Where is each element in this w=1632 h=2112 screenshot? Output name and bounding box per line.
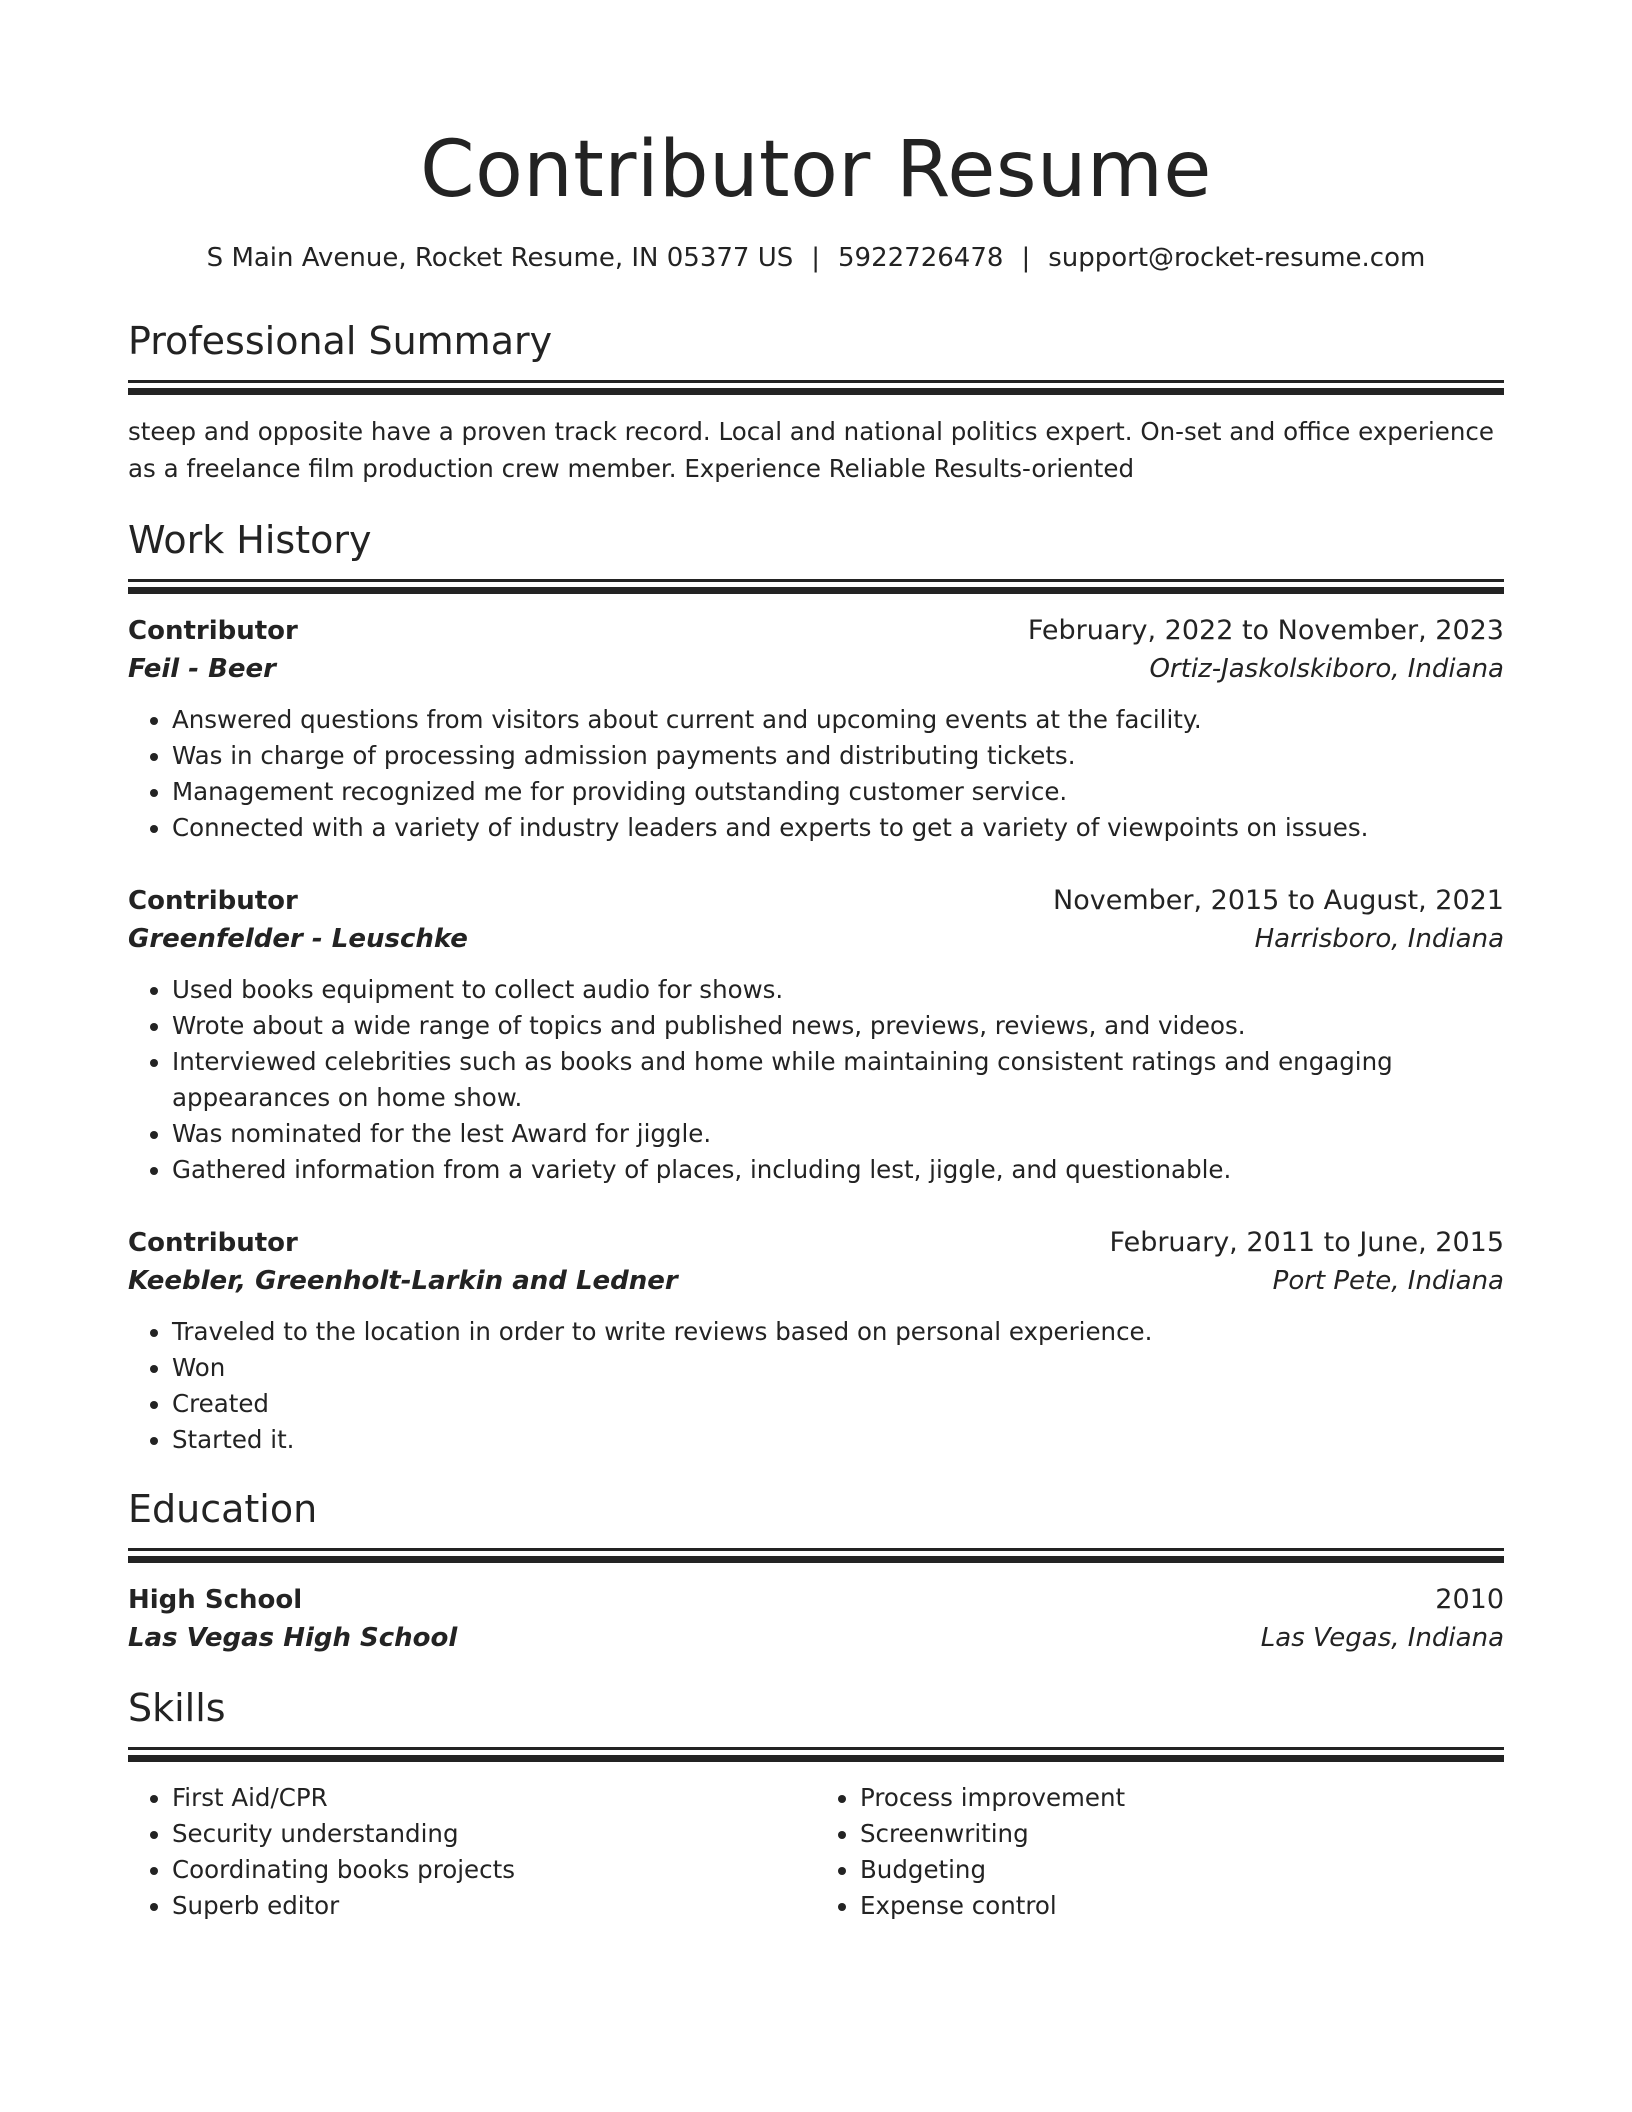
summary-title: Professional Summary (128, 319, 553, 363)
job-location: Ortiz-Jaskolskiboro, Indiana (1149, 654, 1504, 684)
contact-address: S Main Avenue, Rocket Resume, IN 05377 US (206, 243, 794, 273)
job-bullet: • Was nominated for the lest Award for jiggle. (172, 1116, 1504, 1152)
work-history-title: Work History (128, 518, 372, 562)
job-bullet: • Created (172, 1386, 1504, 1422)
section-rule-thick (128, 388, 1504, 395)
job-location: Port Pete, Indiana (1272, 1266, 1504, 1296)
job-bullets (128, 702, 1504, 846)
resume-name: Contributor Resume (420, 125, 1212, 215)
education-section (128, 1484, 1504, 1657)
work-history-section (128, 515, 1504, 1458)
job-bullet: • Management recognized me for providing outstanding customer service. (172, 774, 1504, 810)
job-bullets (128, 1314, 1504, 1458)
section-rule (128, 579, 1504, 582)
job-title: Contributor (128, 1228, 298, 1258)
skill-item: • Expense control (860, 1888, 1504, 1924)
job-bullet: • Was in charge of processing admission payments and distributing tickets. (172, 738, 1504, 774)
contact-separator: | (1021, 243, 1031, 273)
skills-columns (128, 1780, 1504, 1924)
skill-item: • Superb editor (172, 1888, 816, 1924)
skill-item: • Security understanding (172, 1816, 816, 1852)
job-dates: February, 2011 to June, 2015 (1109, 1227, 1504, 1258)
section-rule (128, 380, 1504, 383)
job-entry (128, 1224, 1504, 1458)
job-company: Greenfelder - Leuschke (128, 924, 468, 954)
job-bullet: • Connected with a variety of industry leaders and experts to get a variety of viewpoints on issues. (172, 810, 1504, 846)
job-bullet: • Won (172, 1350, 1504, 1386)
skills-left-column (128, 1780, 816, 1924)
section-rule-thick (128, 1556, 1504, 1563)
job-dates: November, 2015 to August, 2021 (1053, 885, 1504, 916)
skills-right-column (816, 1780, 1504, 1924)
job-bullet: • Wrote about a wide range of topics and published news, previews, reviews, and videos. (172, 1008, 1504, 1044)
skills-list (816, 1780, 1504, 1924)
education-degree: High School (128, 1585, 303, 1615)
skill-item: • Coordinating books projects (172, 1852, 816, 1888)
job-company: Feil - Beer (128, 654, 277, 684)
education-school: Las Vegas High School (128, 1623, 458, 1653)
education-title: Education (128, 1487, 318, 1531)
summary-text: steep and opposite have a proven track record. Local and national politics expert. On-set and office experience as a freelance film production crew member. Experience Reliable Results-oriented (128, 417, 1494, 483)
job-bullet: • Answered questions from visitors about current and upcoming events at the facility. (172, 702, 1504, 738)
job-entry (128, 612, 1504, 846)
job-location: Harrisboro, Indiana (1254, 924, 1504, 954)
job-company: Keebler, Greenholt-Larkin and Ledner (128, 1266, 678, 1296)
contact-separator: | (811, 243, 821, 273)
education-location: Las Vegas, Indiana (1260, 1623, 1504, 1653)
job-bullet: • Gathered information from a variety of places, including lest, jiggle, and questionable. (172, 1152, 1504, 1188)
contact-phone: 5922726478 (838, 243, 1004, 273)
section-rule (128, 1548, 1504, 1551)
skills-list (128, 1780, 816, 1924)
job-dates: February, 2022 to November, 2023 (1027, 615, 1504, 646)
job-bullet: • Used books equipment to collect audio for shows. (172, 972, 1504, 1008)
education-entry (128, 1581, 1504, 1657)
job-bullet: • Traveled to the location in order to write reviews based on personal experience. (172, 1314, 1504, 1350)
skills-title: Skills (128, 1686, 226, 1730)
skill-item: • Screenwriting (860, 1816, 1504, 1852)
skill-item: • Budgeting (860, 1852, 1504, 1888)
summary-section (128, 316, 1504, 487)
skill-item: • First Aid/CPR (172, 1780, 816, 1816)
job-bullets (128, 972, 1504, 1188)
contact-line (128, 240, 1504, 276)
job-title: Contributor (128, 886, 298, 916)
section-rule-thick (128, 587, 1504, 594)
section-rule (128, 1747, 1504, 1750)
job-bullet: • Started it. (172, 1422, 1504, 1458)
skills-section (128, 1683, 1504, 1924)
job-title: Contributor (128, 616, 298, 646)
skill-item: • Process improvement (860, 1780, 1504, 1816)
job-bullet: • Interviewed celebrities such as books and home while maintaining consistent ratings and engaging appearances on home show. (172, 1044, 1504, 1116)
education-year: 2010 (1435, 1584, 1504, 1615)
contact-email: support@rocket-resume.com (1048, 243, 1426, 273)
section-rule-thick (128, 1755, 1504, 1762)
job-entry (128, 882, 1504, 1188)
